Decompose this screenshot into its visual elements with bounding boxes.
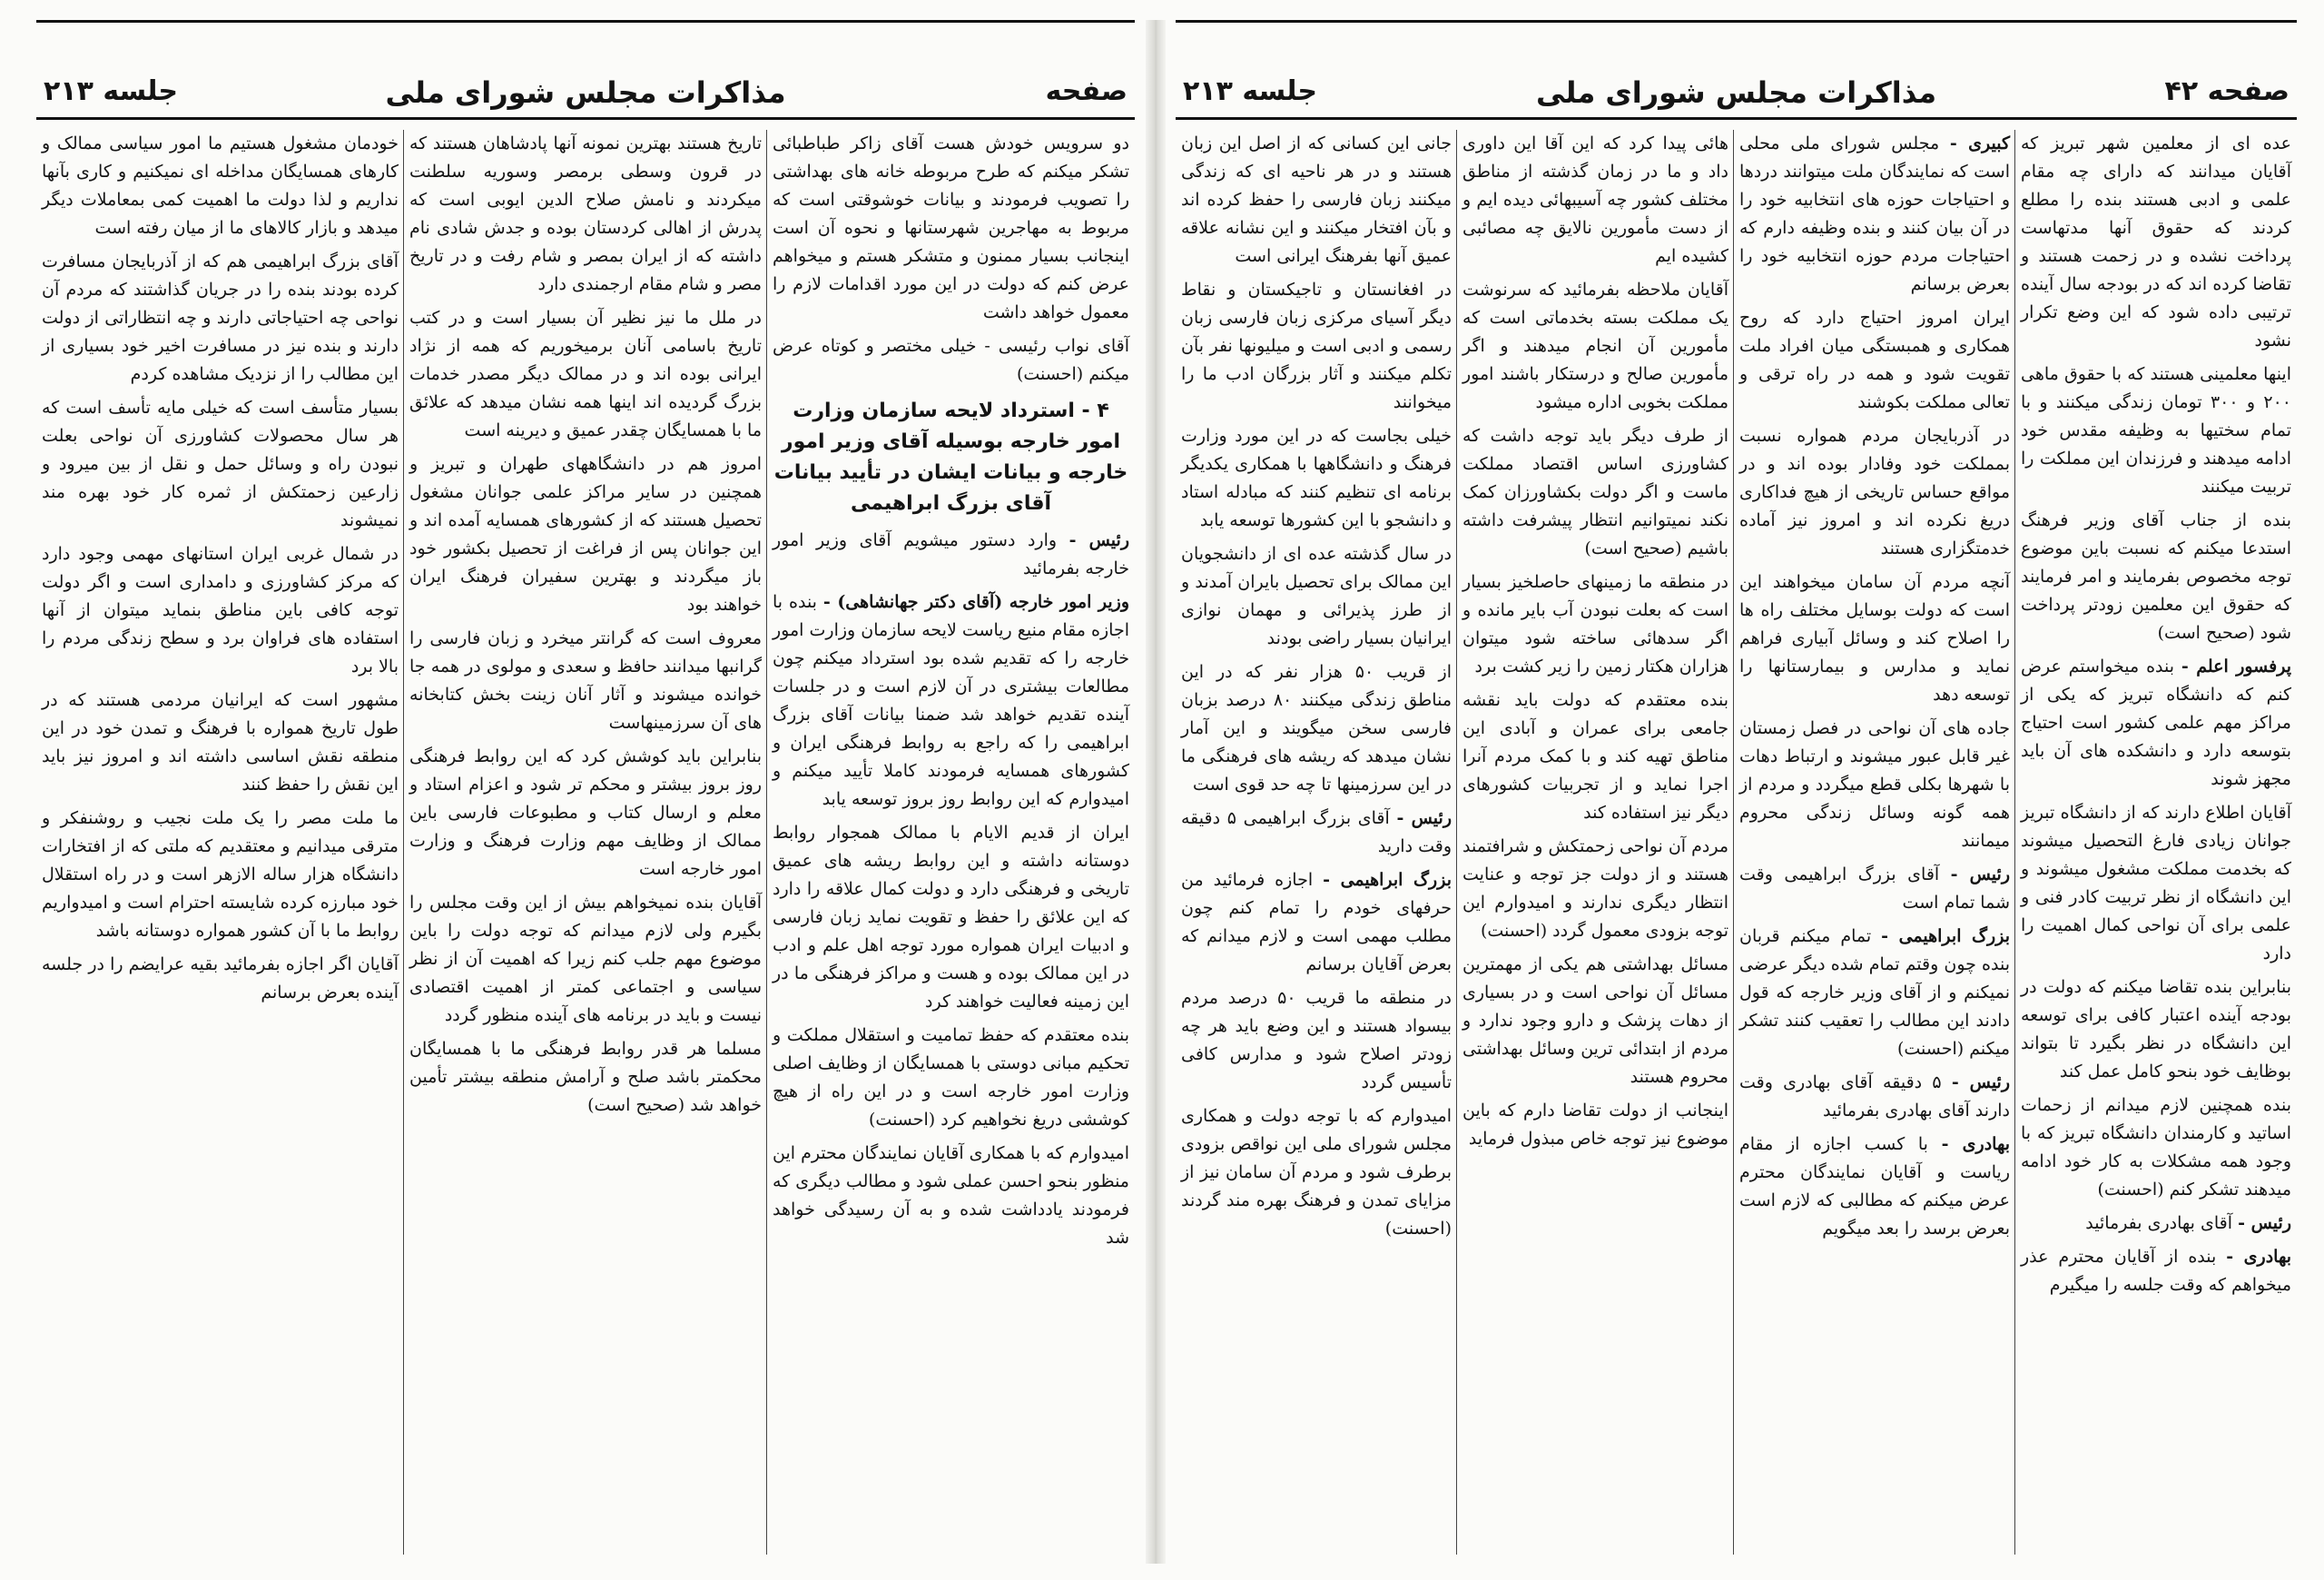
paragraph-text: ۵ دقیقه آقای بهادری وقت دارند آقای بهادری بفرمائید <box>1739 1072 2010 1121</box>
paragraph-text: آقای بزرگ ابراهیمی وقت شما تمام است <box>1739 864 2010 913</box>
paragraph <box>2021 973 2291 1086</box>
left-page-title: مذاكرات مجلس شوراى ملى <box>385 75 786 110</box>
speaker-name: بهادری - <box>1941 1134 2010 1154</box>
speaker-name: بزرگ ابراهیمی - <box>1881 926 2010 946</box>
paragraph <box>1181 805 1452 861</box>
paragraph <box>42 805 399 945</box>
paragraph-text: مسائل بهداشتی هم یکی از مهمترین مسائل آن نواحی است و در بسیاری از دهات پزشک و دارو وجود ندارد و مردم از ابتدائی ترین وسائل بهداشتی محروم هستند <box>1462 954 1728 1087</box>
paragraph <box>409 304 762 445</box>
right-page-number: صفحه ۴۲ <box>2164 75 2290 107</box>
paragraph-text: مردم آن نواحی زحمتکش و شرافتمند هستند و از دولت جز توجه و عنایت انتظار دیگری ندارند و امیدوارم این توجه بزودی معمول گردد (احسنت) <box>1462 836 1728 941</box>
left-page-label: صفحه <box>1045 75 1128 107</box>
paragraph <box>773 130 1129 327</box>
paragraph <box>1462 833 1728 945</box>
paragraph <box>773 1022 1129 1134</box>
paragraph-text: عده ای از معلمین شهر تبریز که آقایان میدانند که دارای چه مقام علمی و ادبی هستند بنده را مطلع کردند که حقوق آنها مدتهاست پرداخت نشده و در زحمت هستند و تقاضا کرده اند که در بودجه سال آینده ترتیبی داده شود که این وضع تکرار نشود <box>2021 133 2291 351</box>
right-page-title: مذاكرات مجلس شوراى ملى <box>1536 75 1936 110</box>
paragraph <box>42 686 399 799</box>
paragraph <box>1462 686 1728 827</box>
paragraph-text: در شمال غربی ایران استانهای مهمی وجود دارد که مرکز کشاورزی و دامداری است و اگر دولت توجه کافی باین مناطق بنماید میتوان از آنها استفاده های فراوان برد و سطح زندگی مردم را بالا برد <box>42 544 399 676</box>
paragraph <box>1181 1102 1452 1243</box>
paragraph <box>1181 276 1452 417</box>
paragraph-text: در منطقه ما زمینهای حاصلخیز بسیار است که بعلت نبودن آب بایر مانده و اگر سدهائی ساخته شود میتوان هزاران هکتار زمین را زیر کشت برد <box>1462 572 1728 676</box>
paragraph-text: مشهور است که ایرانیان مردمی هستند که در طول تاریخ همواره با فرهنگ و تمدن خود در این منطقه نقش اساسی داشته اند و امروز نیز باید این نقش را حفظ کنند <box>42 690 399 795</box>
paragraph-text: بنده معتقدم که دولت باید نقشه جامعی برای عمران و آبادی این مناطق تهیه کند و با کمک مردم آنرا اجرا نماید و از تجربیات کشورهای دیگر نیز استفاده کند <box>1462 690 1728 823</box>
text-column <box>404 130 767 1564</box>
paragraph-text: آقای بهادری بفرمائید <box>2085 1213 2233 1233</box>
paragraph <box>409 625 762 737</box>
paragraph <box>773 332 1129 389</box>
paragraph-text: اجازه فرمائید من حرفهای خودم را تمام کنم چون مطلب مهمی است و لازم میدانم که بعرض آقایان برسانم <box>1181 870 1452 974</box>
paragraph <box>1181 422 1452 535</box>
paragraph <box>2021 360 2291 501</box>
paragraph-text: بنده از جناب آقای وزیر فرهنگ استدعا میکنم که نسبت باین موضوع توجه مخصوص بفرمایند و امر فرمایند که حقوق این معلمین زودتر پرداخت شود (صحیح است) <box>2021 510 2291 643</box>
paragraph <box>2021 1210 2291 1238</box>
left-session-number: جلسه ۲۱۳ <box>44 75 178 107</box>
text-column <box>1176 130 1457 1564</box>
paragraph-text: آقایان اطلاع دارند که از دانشگاه تبریز جوانان زیادی فارغ التحصیل میشوند که بخدمت مملکت مشغول میشوند و این دانشگاه از نظر تربیت کادر فنی و علمی برای آن نواحی کمال اهمیت را دارد <box>2021 803 2291 963</box>
paragraph-text: بنابراین باید کوشش کرد که این روابط فرهنگی روز بروز بیشتر و محکم تر شود و اعزام استاد و معلم و ارسال کتاب و مطبوعات فارسی باین ممالک از وظایف مهم وزارت فرهنگ و وزارت امور خارجه است <box>409 746 762 879</box>
right-running-head <box>1176 70 2297 120</box>
speaker-name: رئیس - <box>1068 530 1130 550</box>
newspaper-spread <box>36 20 2297 1564</box>
paragraph <box>1739 568 2010 709</box>
paragraph-text: خیلی بجاست که در این مورد وزارت فرهنگ و دانشگاهها با همکاری یکدیگر برنامه ای تنظیم کنند که مبادله استاد و دانشجو با این کشورها توسعه یابد <box>1181 426 1452 530</box>
paragraph-text: ایران امروز احتیاج دارد که روح همکاری و همبستگی میان افراد ملت تقویت شود و همه در راه ترقی و تعالی مملکت بکوشند <box>1739 308 2010 412</box>
paragraph <box>1181 540 1452 653</box>
paragraph-text: امیدوارم که با همکاری آقایان نمایندگان محترم این منظور بنحو احسن عملی شود و مطالب دیگری که فرمودند یادداشت شده و به آن رسیدگی خواهد شد <box>773 1143 1129 1248</box>
right-page <box>1176 20 2297 1564</box>
speaker-name: بهادری - <box>2226 1247 2292 1267</box>
paragraph <box>1739 923 2010 1063</box>
paragraph <box>1181 984 1452 1097</box>
paragraph <box>773 527 1129 583</box>
paragraph-text: بنابراین بنده تقاضا میکنم که دولت در بودجه آینده اعتبار کافی برای توسعه این دانشگاه در نظر بگیرد تا بتواند بوظایف خود بنحو کامل عمل کند <box>2021 977 2291 1081</box>
paragraph <box>773 819 1129 1016</box>
paragraph <box>2021 507 2291 647</box>
paragraph <box>409 743 762 884</box>
text-column <box>1734 130 2015 1564</box>
paragraph-text: مجلس شورای ملی محلی است که نمایندگان ملت میتوانند دردها و احتیاجات حوزه های انتخابیه خود را در آن بیان کنند و بنده وظیفه دارم که احتیاجات مردم حوزه انتخابیه خود را بعرض برسانم <box>1739 133 2010 294</box>
paragraph <box>409 450 762 619</box>
paragraph-text: در افغانستان و تاجیکستان و نقاط دیگر آسیای مرکزی زبان فارسی زبان رسمی و ادبی است و میلیونها نفر بآن تکلم میکنند و آثار بزرگان ادب ما را میخوانند <box>1181 280 1452 412</box>
agenda-item-heading: ۴ - استرداد لایحه سازمان وزارت امور خارجه بوسیله آقای وزیر امور خارجه و بیانات ایشان در تأیید بیانات آقای بزرگ ابراهیمی <box>773 400 1128 515</box>
paragraph <box>1462 130 1728 271</box>
paragraph <box>1739 304 2010 417</box>
paragraph-text: هائی پیدا کرد که این آقا این داوری داد و ما در زمان گذشته از مناطق مختلف کشور چه آسیبهائی دیده ایم و از دست مأمورین نالایق چه مصائبی کشیده ایم <box>1462 133 1728 266</box>
paragraph <box>42 951 399 1007</box>
paragraph-text: امیدوارم که با توجه دولت و همکاری مجلس شورای ملی این نواقص بزودی برطرف شود و مردم آن سامان نیز از مزایای تمدن و فرهنگ بهره مند گردند (احسنت) <box>1181 1106 1452 1239</box>
paragraph <box>1462 568 1728 681</box>
paragraph-text: در سال گذشته عده ای از دانشجویان این ممالک برای تحصیل بایران آمدند و از طرز پذیرائی و مهمان نوازی ایرانیان بسیار راضی بودند <box>1181 544 1452 648</box>
paragraph <box>773 588 1129 814</box>
paragraph-text: آقایان ملاحظه بفرمائید که سرنوشت یک مملکت بسته بخدماتی است که مأمورین آن انجام میدهند و اگر مأمورین صالح و درستکار باشند امور مملکت بخوبی اداره میشود <box>1462 280 1728 412</box>
paragraph <box>1462 422 1728 563</box>
speaker-name: رئیس - <box>1950 864 2010 884</box>
paragraph-text: بسیار متأسف است که خیلی مایه تأسف است که هر سال محصولات کشاورزی آن نواحی بعلت نبودن راه و وسائل حمل و نقل از بین میرود و زارعین زحمتکش از ثمره کار خود بهره مند نمیشوند <box>42 398 399 530</box>
paragraph-text: از طرف دیگر باید توجه داشت که کشاورزی اساس اقتصاد مملکت ماست و اگر دولت بکشاورزان کمک نکند نمیتوانیم انتظار پیشرفت داشته باشیم (صحیح است) <box>1462 426 1728 558</box>
paragraph <box>2021 653 2291 794</box>
speaker-name: رئیس - <box>2238 1213 2291 1233</box>
paragraph <box>1739 715 2010 855</box>
paragraph-text: آقای بزرگ ابراهیمی ۵ دقیقه وقت دارید <box>1181 808 1452 856</box>
paragraph <box>1181 130 1452 271</box>
paragraph <box>1739 1069 2010 1125</box>
paragraph <box>1739 1131 2010 1243</box>
paragraph-text: از قریب ۵۰ هزار نفر که در این مناطق زندگی میکنند ۸۰ درصد بزبان فارسی سخن میگویند و این آمار نشان میدهد که ریشه های فرهنگی ما در این سرزمینها تا چه حد قوی است <box>1181 662 1452 795</box>
paragraph-text: بنده معتقدم که حفظ تمامیت و استقلال مملکت و تحکیم مبانی دوستی با همسایگان از وظایف اصلی وزارت امور خارجه است و در این راه از هیچ کوششی دریغ نخواهیم کرد (احسنت) <box>773 1025 1129 1130</box>
paragraph <box>42 248 399 389</box>
paragraph-text: جانی این کسانی که از اصل این زبان هستند و در هر ناحیه ای که زندگی میکنند زبان فارسی را حفظ کرده اند و بآن افتخار میکنند و این نشانه علاقه عمیق آنها بفرهنگ ایرانی است <box>1181 133 1452 266</box>
paragraph-text: بنده میخواستم عرض کنم که دانشگاه تبریز که یکی از مراکز مهم علمی کشور است احتیاج بتوسعه دارد و دانشکده های آن باید مجهز شوند <box>2021 657 2291 789</box>
speaker-name: رئیس - <box>1951 1072 2011 1092</box>
left-columns <box>36 130 1135 1564</box>
paragraph <box>1462 1097 1728 1153</box>
paragraph <box>1462 276 1728 417</box>
paragraph-text: آقای بزرگ ابراهیمی هم که از آذربایجان مسافرت کرده بودند بنده را در جریان گذاشتند که مردم آن نواحی چه احتیاجاتی دارند و چه انتظاراتی از دولت دارند و بنده نیز در مسافرت اخیر خود بسیاری از این مطالب را از نزدیک مشاهده کردم <box>42 252 399 384</box>
paragraph <box>2021 799 2291 968</box>
paragraph <box>1739 422 2010 563</box>
paragraph <box>1181 866 1452 979</box>
speaker-name: بزرگ ابراهیمی - <box>1323 870 1452 890</box>
text-column <box>36 130 404 1564</box>
paragraph-text: دو سرویس خودش هست آقای زاکر طباطبائی تشکر میکنم که طرح مربوطه خانه های بهداشتی را تصویب فرمودند و بیانات خوشوقتی است که مربوط به مهاجرین شهرستانها و نحوه آن است اینجانب بسیار ممنون و متشکر هستم و میخواهم عرض کنم که دولت در این مورد اقدامات لازم را معمول خواهد داشت <box>773 133 1129 322</box>
paragraph-text: امروز هم در دانشگاههای طهران و تبریز و همچنین در سایر مراکز علمی جوانان مشغول تحصیل هستند که از کشورهای همسایه آمده اند و این جوانان پس از فراغت از تحصیل بکشور خود باز میگردند و بهترین سفیران فرهنگ ایران خواهند بود <box>409 454 762 615</box>
paragraph-text: آقایان اگر اجازه بفرمائید بقیه عرایضم را در جلسه آینده بعرض برسانم <box>42 954 399 1002</box>
paragraph-text: آقایان بنده نمیخواهم بیش از این وقت مجلس را بگیرم ولی لازم میدانم که توجه دولت را باین موضوع مهم جلب کنم زیرا که اهمیت آن از نظر سیاسی و اجتماعی کمتر از اهمیت اقتصادی نیست و باید در برنامه های آینده منظور گردد <box>409 893 762 1025</box>
left-running-head <box>36 70 1135 120</box>
paragraph <box>409 130 762 299</box>
paragraph-text: بنده همچنین لازم میدانم از زحمات اساتید و کارمندان دانشگاه تبریز که با وجود همه مشکلات به کار خود ادامه میدهند تشکر کنم (احسنت) <box>2021 1095 2291 1200</box>
speaker-name: وزیر امور خارجه (آقای دکتر جهانشاهی) - <box>822 592 1129 612</box>
paragraph <box>409 1035 762 1120</box>
paragraph-text: آقای نواب رئیسی - خیلی مختصر و کوتاه عرض میکنم (احسنت) <box>773 336 1129 384</box>
speaker-name: کبیری - <box>1949 133 2011 153</box>
paragraph-text: در آذربایجان مردم همواره نسبت بمملکت خود وفادار بوده اند و در مواقع حساس تاریخی از هیچ فداکاری دریغ نکرده اند و امروز نیز آماده خدمتگزاری هستند <box>1739 426 2010 558</box>
paragraph <box>2021 1243 2291 1299</box>
paragraph-text: در منطقه ما قریب ۵۰ درصد مردم بیسواد هستند و این وضع باید هر چه زودتر اصلاح شود و مدارس کافی تأسیس گردد <box>1181 988 1452 1092</box>
paragraph <box>42 130 399 242</box>
right-session-number: جلسه ۲۱۳ <box>1183 75 1317 107</box>
speaker-name: پرفسور اعلم - <box>2181 657 2291 676</box>
speaker-name: رئیس - <box>1396 808 1452 828</box>
right-columns <box>1176 130 2297 1564</box>
paragraph-text: وارد دستور میشویم آقای وزیر امور خارجه بفرمائید <box>773 530 1129 578</box>
paragraph-text: جاده های آن نواحی در فصل زمستان غیر قابل عبور میشوند و ارتباط دهات با شهرها بکلی قطع میگردد و مردم از همه گونه وسائل زندگی محروم میمانند <box>1739 718 2010 851</box>
paragraph-text: ما ملت مصر را یک ملت نجیب و روشنفکر و مترقی میدانیم و معتقدیم که ملتی که از افتخارات دانشگاه هزار ساله الازهر است و در راه استقلال خود مبارزه کرده شایسته احترام است و امیدواریم روابط ما با آن کشور همواره دوستانه باشد <box>42 808 399 941</box>
paragraph <box>2021 130 2291 355</box>
paragraph-text: تمام میکنم قربان بنده چون وقتم تمام شده دیگر عرضی نمیکنم و از آقای وزیر خارجه که قول دادند این مطالب را تعقیب کنند تشکر میکنم (احسنت) <box>1739 926 2010 1059</box>
paragraph <box>1462 951 1728 1091</box>
paragraph-text: تاریخ هستند بهترین نمونه آنها پادشاهان هستند که در قرون وسطی برمصر وسوریه سلطنت میکردند و نامش صلاح الدین ایوبی است که پدرش از اهالی کردستان بوده و جدش شادی نام داشته که از ایران بمصر و شام رفت و در تاریخ مصر و شام مقام ارجمندی دارد <box>409 133 762 294</box>
paragraph-text: آنچه مردم آن سامان میخواهند این است که دولت بوسایل مختلف راه ها را اصلاح کند و وسائل آبیاری فراهم نماید و مدارس و بیمارستانها را توسعه دهد <box>1739 572 2010 705</box>
paragraph <box>2021 1091 2291 1204</box>
paragraph <box>1739 861 2010 917</box>
paragraph-text: با کسب اجازه از مقام ریاست و آقایان نمایندگان محترم عرض میکنم که مطالبی که لازم است بعرض برسد را بعد میگویم <box>1739 1134 2010 1239</box>
paragraph-text: اینجانب از دولت تقاضا دارم که باین موضوع نیز توجه خاص مبذول فرماید <box>1462 1101 1728 1149</box>
text-column <box>2015 130 2297 1564</box>
paragraph <box>409 889 762 1030</box>
paragraph-text: ایران از قدیم الایام با ممالک همجوار روابط دوستانه داشته و این روابط ریشه های عمیق تاریخی و فرهنگی دارد و دولت کمال علاقه را دارد که این علائق را حفظ و تقویت نماید زبان فارسی و ادبیات ایران همواره مورد توجه اهل علم و ادب در این ممالک بوده و هست و مراکز فرهنگی ما در این زمینه فعالیت خواهند کرد <box>773 823 1129 1012</box>
text-column <box>767 130 1135 1564</box>
paragraph-text: بنده از آقایان محترم عذر میخواهم که وقت جلسه را میگیرم <box>2021 1247 2291 1295</box>
book-gutter <box>1146 20 1166 1564</box>
paragraph <box>1739 130 2010 299</box>
paragraph-text: معروف است که گرانتر میخرد و زبان فارسی را گرانبها میدانند حافظ و سعدی و مولوی در همه جا خوانده میشوند و آثار آنان زینت بخش کتابخانه های آن سرزمینهاست <box>409 628 762 733</box>
paragraph-text: اینها معلمینی هستند که با حقوق ماهی ۲۰۰ و ۳۰۰ تومان زندگی میکنند و با تمام سختیها به وظیفه مقدس خود ادامه میدهند و فرزندان این مملکت را تربیت میکنند <box>2021 364 2291 497</box>
paragraph <box>773 1140 1129 1252</box>
paragraph <box>42 394 399 535</box>
text-column <box>1457 130 1734 1564</box>
paragraph-text: خودمان مشغول هستیم ما امور سیاسی ممالک و کارهای همسایگان مداخله ای نمیکنیم و کاری بآنها نداریم و لذا دولت ما اهمیت کمی بمعاملات دیگر میدهد و بازار کالاهای ما از میان رفته است <box>42 133 399 238</box>
paragraph-text: بنده با اجازه مقام منیع ریاست لایحه سازمان وزارت امور خارجه را که تقدیم شده بود استرداد میکنم چون مطالعات بیشتری در آن لازم است و در جلسات آینده تقدیم خواهد شد ضمنا بیانات آقای بزرگ ابراهیمی را که راجع به روابط فرهنگی ایران و کشورهای همسایه فرمودند کاملا تأیید میکنم و امیدوارم که این روابط روز بروز توسعه یابد <box>773 592 1129 809</box>
paragraph <box>42 540 399 681</box>
paragraph-text: مسلما هر قدر روابط فرهنگی ما با همسایگان محکمتر باشد صلح و آرامش منطقه بیشتر تأمین خواهد شد (صحیح است) <box>409 1039 762 1115</box>
paragraph-text: در ملل ما نیز نظیر آن بسیار است و در کتب تاریخ باسامی آنان برمیخوریم که همه از نژاد ایرانی بوده اند و در ممالک دیگر مصدر خدمات بزرگ گردیده اند اینها همه نشان میدهد که علائق ما با همسایگان چقدر عمیق و دیرینه است <box>409 308 762 440</box>
left-page <box>36 20 1135 1564</box>
paragraph <box>1181 658 1452 799</box>
